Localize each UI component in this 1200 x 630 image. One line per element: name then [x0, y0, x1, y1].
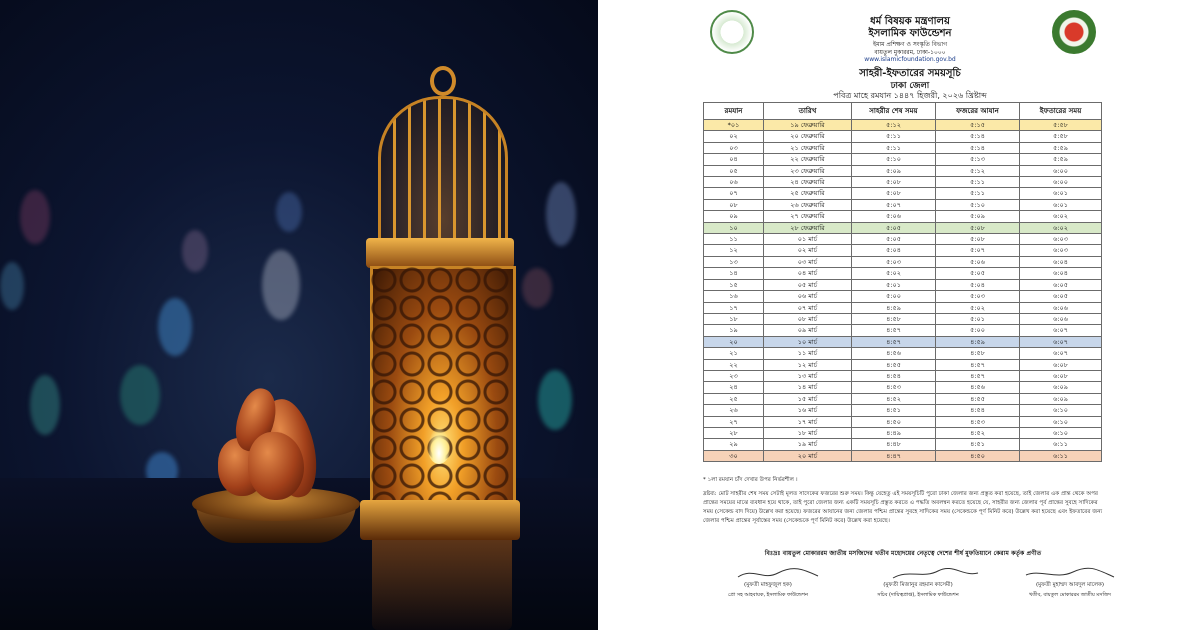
cell-iftar: ৬:০১ — [1020, 188, 1102, 199]
cell-ramadan: ০৭ — [704, 188, 764, 199]
table-row — [704, 222, 1102, 233]
cell-date: ২১ ফেব্রুয়ারি — [764, 142, 852, 153]
cell-date: ২৩ ফেব্রুয়ারি — [764, 165, 852, 176]
table-row — [704, 142, 1102, 153]
table-row — [704, 268, 1102, 279]
signatory-name: (মুফতী মাহফুজুল হক) — [744, 582, 792, 588]
bokeh-light — [522, 268, 552, 308]
cell-sahri: ৫:০২ — [852, 268, 936, 279]
signatory-name: (মুফতী মিজানুর রহমান কাসেমী) — [883, 582, 953, 588]
cell-ramadan: ২৭ — [704, 416, 764, 427]
table-row — [704, 416, 1102, 427]
table-row — [704, 370, 1102, 381]
cell-date: ১২ মার্চ — [764, 359, 852, 370]
signatory-name: (মুফতী মুহাম্মদ আবদুল মালেক) — [1035, 582, 1105, 588]
cell-sahri: ৫:০৫ — [852, 222, 936, 233]
cell-date: ১৮ মার্চ — [764, 427, 852, 438]
candle-flame — [428, 428, 450, 464]
cell-date: ২৭ ফেব্রুয়ারি — [764, 211, 852, 222]
cell-ramadan: ০৩ — [704, 142, 764, 153]
lantern-ring — [430, 66, 456, 96]
cell-ramadan: ১৭ — [704, 302, 764, 313]
cell-sahri: ৫:০৬ — [852, 211, 936, 222]
cell-sahri: ৫:০৫ — [852, 234, 936, 245]
cell-iftar: ৬:১১ — [1020, 450, 1102, 461]
cell-date: ০৯ মার্চ — [764, 325, 852, 336]
cell-sahri: ৪:৫০ — [852, 416, 936, 427]
cell-iftar: ৬:১০ — [1020, 427, 1102, 438]
cell-date: ২৮ ফেব্রুয়ারি — [764, 222, 852, 233]
table-row — [704, 154, 1102, 165]
cell-date: ১৯ মার্চ — [764, 439, 852, 450]
cell-fajr: ৫:০৭ — [936, 245, 1020, 256]
cell-iftar: ৬:০২ — [1020, 211, 1102, 222]
cell-sahri: ৫:০১ — [852, 279, 936, 290]
schedule-document — [600, 0, 1200, 630]
cell-sahri: ৫:০৭ — [852, 199, 936, 210]
lantern-band — [366, 238, 514, 268]
cell-iftar: ৫:৫৮ — [1020, 120, 1102, 131]
signatory-title: প্রো সহ আহবায়ক, ইসলামিক ফাউন্ডেশন — [728, 592, 808, 598]
cell-fajr: ৫:১০ — [936, 199, 1020, 210]
table-row — [704, 279, 1102, 290]
moon-sighting-note: * ১লা রমযান চাঁদ দেখার উপর নির্ভরশীল । — [703, 477, 798, 483]
cell-fajr: ৫:১২ — [936, 165, 1020, 176]
cell-fajr: ৪:৫৬ — [936, 382, 1020, 393]
cell-sahri: ৪:৫২ — [852, 393, 936, 404]
cell-sahri: ৪:৫৩ — [852, 382, 936, 393]
organization-name: ইসলামিক ফাউন্ডেশন — [868, 28, 952, 39]
table-row — [704, 188, 1102, 199]
signatory-title: সচিব (দায়িত্বপ্রাপ্ত), ইসলামিক ফাউন্ডেশন — [877, 592, 959, 598]
lantern-reflection — [372, 535, 512, 630]
lantern-cage — [378, 96, 508, 252]
cell-iftar: ৬:০২ — [1020, 222, 1102, 233]
cell-sahri: ৪:৫৫ — [852, 359, 936, 370]
cell-iftar: ৬:০৫ — [1020, 279, 1102, 290]
cell-ramadan: ২৮ — [704, 427, 764, 438]
table-row — [704, 234, 1102, 245]
cell-sahri: ৪:৪৭ — [852, 450, 936, 461]
column-header: ফজরের আযান — [936, 103, 1020, 120]
ministry-name: ধর্ম বিষয়ক মন্ত্রণালয় — [870, 16, 950, 27]
cell-ramadan: ১০ — [704, 222, 764, 233]
date-fruit — [248, 432, 304, 500]
district-name: ঢাকা জেলা — [890, 81, 930, 91]
division-name: ইমাম প্রশিক্ষণ ও সংস্কৃতি বিভাগ — [872, 41, 948, 48]
table-row — [704, 256, 1102, 267]
cell-date: ০৭ মার্চ — [764, 302, 852, 313]
cell-sahri: ৫:১২ — [852, 120, 936, 131]
cell-iftar: ৫:৫৮ — [1020, 131, 1102, 142]
cell-iftar: ৬:০৮ — [1020, 359, 1102, 370]
cell-date: ০১ মার্চ — [764, 234, 852, 245]
cell-fajr: ৪:৫৮ — [936, 348, 1020, 359]
cell-iftar: ৬:০১ — [1020, 199, 1102, 210]
cell-fajr: ৪:৫৪ — [936, 405, 1020, 416]
cell-fajr: ৫:১১ — [936, 188, 1020, 199]
cell-ramadan: ১৫ — [704, 279, 764, 290]
table-row — [704, 313, 1102, 324]
cell-ramadan: ০৯ — [704, 211, 764, 222]
lantern-base — [360, 500, 520, 540]
cell-fajr: ৫:০৮ — [936, 234, 1020, 245]
cell-sahri: ৫:১১ — [852, 142, 936, 153]
explanatory-note: দ্রষ্টব্য: মোট সাহরীর শেষ সময় সেটাই মূলত সাদেকের ফজরের শুরু সময়। কিন্তু যেহেতু এই সময়সূচিটি পুরো ঢাকা জেলার জন্য প্রস্তুত করা হয়েছে, তাই জেলার এক প্রান্ত থেকে অপর প্রান্তের সময়ের মাঝে ব্যবধান হয়ে থাকে, তাই পুরো জেলার জন্য একটি সময়সূচি প্রস্তুত করতে এ পদ্ধতি অবলম্বন করতে হয়েছে যে, সাহরীর জন্য জেলার পূর্ব প্রান্তের সুবহে সাদিকের সময় (সেকেন্ড বাদ দিয়ে) উল্লেখ করা হয়েছে। ফজরের আযানের জন্য জেলার পশ্চিম প্রান্তের সুবহে সাদিকের সময় (সেকেন্ডকে পূর্ণ মিনিট করে) উল্লেখ করা হয়েছে এবং ইফতারের জন্য জেলার পশ্চিম প্রান্তের সূর্যাস্তের সময় (সেকেন্ডকে পূর্ণ মিনিট করে) উল্লেখ করা হয়েছে। — [703, 491, 1103, 524]
prepared-by-note: বিঃদ্রঃ বায়তুল মোকাররম জাতীয় মসজিদের খতীব মহোদয়ের নেতৃত্বে দেশের শীর্ষ মুফতিয়ানে কেরাম কর্তৃক প্রণীত — [764, 550, 1042, 557]
sahri-iftar-table — [703, 102, 1102, 462]
cell-date: ২৬ ফেব্রুয়ারি — [764, 199, 852, 210]
cell-iftar: ৬:০৪ — [1020, 268, 1102, 279]
table-row — [704, 439, 1102, 450]
table-row — [704, 405, 1102, 416]
cell-date: ০৪ মার্চ — [764, 268, 852, 279]
cell-iftar: ৫:৫৯ — [1020, 154, 1102, 165]
cell-iftar: ৬:০৬ — [1020, 302, 1102, 313]
table-row — [704, 427, 1102, 438]
cell-fajr: ৫:১১ — [936, 177, 1020, 188]
cell-fajr: ৪:৫১ — [936, 439, 1020, 450]
table-row — [704, 120, 1102, 131]
cell-ramadan: ২১ — [704, 348, 764, 359]
website: www.islamicfoundation.gov.bd — [864, 56, 956, 63]
address: বায়তুল মুকাররম, ঢাকা-১০০০ — [874, 49, 946, 56]
cell-iftar: ৬:০৩ — [1020, 234, 1102, 245]
cell-ramadan: ১৬ — [704, 291, 764, 302]
cell-sahri: ৪:৫৭ — [852, 325, 936, 336]
table-row — [704, 393, 1102, 404]
cell-fajr: ৪:৫৫ — [936, 393, 1020, 404]
signature-3 — [1018, 566, 1138, 580]
cell-fajr: ৫:০০ — [936, 325, 1020, 336]
cell-fajr: ৫:১৫ — [936, 120, 1020, 131]
column-header: তারিখ — [764, 103, 852, 120]
bokeh-light — [276, 192, 302, 232]
table-row — [704, 177, 1102, 188]
cell-date: ০৩ মার্চ — [764, 256, 852, 267]
column-header: রমযান — [704, 103, 764, 120]
cell-iftar: ৬:০৬ — [1020, 313, 1102, 324]
cell-sahri: ৫:১১ — [852, 131, 936, 142]
table-header-row — [704, 103, 1102, 120]
cell-ramadan: ২৪ — [704, 382, 764, 393]
cell-ramadan: ১৯ — [704, 325, 764, 336]
cell-iftar: ৬:০০ — [1020, 165, 1102, 176]
cell-ramadan: ১৮ — [704, 313, 764, 324]
ramadan-lantern-photo — [0, 0, 598, 630]
table-row — [704, 336, 1102, 347]
cell-date: ১৫ মার্চ — [764, 393, 852, 404]
cell-iftar: ৬:০৭ — [1020, 325, 1102, 336]
cell-sahri: ৫:০৯ — [852, 165, 936, 176]
table-row — [704, 382, 1102, 393]
cell-sahri: ৫:০৮ — [852, 188, 936, 199]
schedule-title: সাহরী-ইফতারের সময়সূচি — [859, 68, 961, 79]
table-row — [704, 325, 1102, 336]
cell-ramadan: ২৯ — [704, 439, 764, 450]
cell-date: ২০ মার্চ — [764, 450, 852, 461]
cell-iftar: ৬:১০ — [1020, 416, 1102, 427]
cell-sahri: ৪:৫৪ — [852, 370, 936, 381]
cell-sahri: ৪:৫৬ — [852, 348, 936, 359]
cell-sahri: ৫:০০ — [852, 291, 936, 302]
cell-iftar: ৫:৫৯ — [1020, 142, 1102, 153]
cell-date: ১৬ মার্চ — [764, 405, 852, 416]
cell-date: ২৫ ফেব্রুয়ারি — [764, 188, 852, 199]
cell-ramadan: ২৩ — [704, 370, 764, 381]
cell-ramadan: ০৪ — [704, 154, 764, 165]
table-row — [704, 302, 1102, 313]
cell-date: ১১ মার্চ — [764, 348, 852, 359]
bokeh-light — [538, 370, 572, 430]
cell-fajr: ৫:১৪ — [936, 142, 1020, 153]
cell-sahri: ৫:১০ — [852, 154, 936, 165]
cell-iftar: ৬:০৯ — [1020, 382, 1102, 393]
bokeh-light — [30, 375, 60, 435]
cell-fajr: ৫:০৬ — [936, 256, 1020, 267]
cell-ramadan: ২০ — [704, 336, 764, 347]
bokeh-light — [182, 230, 208, 272]
cell-ramadan: ০৫ — [704, 165, 764, 176]
cell-ramadan: ২২ — [704, 359, 764, 370]
cell-fajr: ৫:১৩ — [936, 154, 1020, 165]
table-row — [704, 450, 1102, 461]
table-row — [704, 348, 1102, 359]
table-row — [704, 359, 1102, 370]
bokeh-light — [262, 250, 300, 320]
table-row — [704, 165, 1102, 176]
cell-date: ১৪ মার্চ — [764, 382, 852, 393]
cell-ramadan: ০৮ — [704, 199, 764, 210]
column-header: ইফতারের সময় — [1020, 103, 1102, 120]
bokeh-light — [158, 298, 192, 356]
cell-sahri: ৫:০৮ — [852, 177, 936, 188]
cell-date: ২৪ ফেব্রুয়ারি — [764, 177, 852, 188]
cell-iftar: ৬:১০ — [1020, 405, 1102, 416]
cell-ramadan: ২৫ — [704, 393, 764, 404]
cell-sahri: ৪:৪৮ — [852, 439, 936, 450]
cell-ramadan: ১৩ — [704, 256, 764, 267]
cell-ramadan: ০২ — [704, 131, 764, 142]
signature-2 — [878, 566, 998, 580]
cell-date: ২০ ফেব্রুয়ারি — [764, 131, 852, 142]
cell-fajr: ৪:৫৭ — [936, 370, 1020, 381]
cell-iftar: ৬:০৭ — [1020, 348, 1102, 359]
bokeh-light — [120, 365, 160, 425]
cell-sahri: ৪:৪৯ — [852, 427, 936, 438]
cell-sahri: ৫:০৩ — [852, 256, 936, 267]
column-header: সাহরীর শেষ সময় — [852, 103, 936, 120]
signatory-title: খতীব, বায়তুল মোকাররম জাতীয় মসজিদ — [1029, 592, 1111, 598]
cell-fajr: ৫:০৪ — [936, 279, 1020, 290]
cell-fajr: ৫:০৫ — [936, 268, 1020, 279]
cell-ramadan: ২৬ — [704, 405, 764, 416]
cell-sahri: ৪:৫৯ — [852, 302, 936, 313]
cell-fajr: ৫:০১ — [936, 313, 1020, 324]
cell-fajr: ৪:৫২ — [936, 427, 1020, 438]
lantern-lattice — [370, 266, 510, 502]
table-row — [704, 291, 1102, 302]
government-seal-logo — [1052, 10, 1096, 54]
cell-ramadan: ১১ — [704, 234, 764, 245]
cell-date: ১৯ ফেব্রুয়ারি — [764, 120, 852, 131]
table-row — [704, 131, 1102, 142]
cell-fajr: ৫:০৯ — [936, 211, 1020, 222]
cell-fajr: ৪:৫৯ — [936, 336, 1020, 347]
cell-fajr: ৫:০৮ — [936, 222, 1020, 233]
cell-ramadan: ১৪ — [704, 268, 764, 279]
cell-ramadan: ৩০ — [704, 450, 764, 461]
cell-iftar: ৬:০০ — [1020, 177, 1102, 188]
cell-iftar: ৬:০৫ — [1020, 291, 1102, 302]
cell-sahri: ৪:৫১ — [852, 405, 936, 416]
islamic-foundation-logo — [710, 10, 754, 54]
cell-ramadan: ০৬ — [704, 177, 764, 188]
cell-fajr: ৪:৫৭ — [936, 359, 1020, 370]
table-row — [704, 211, 1102, 222]
table-row — [704, 199, 1102, 210]
table-row — [704, 245, 1102, 256]
cell-sahri: ৪:৫৭ — [852, 336, 936, 347]
cell-iftar: ৬:০৮ — [1020, 370, 1102, 381]
bokeh-light — [0, 262, 24, 310]
cell-iftar: ৬:০৪ — [1020, 256, 1102, 267]
cell-iftar: ৬:০৯ — [1020, 393, 1102, 404]
cell-date: ১৭ মার্চ — [764, 416, 852, 427]
cell-date: ১০ মার্চ — [764, 336, 852, 347]
cell-sahri: ৪:৫৮ — [852, 313, 936, 324]
table-body — [704, 120, 1102, 462]
bokeh-light — [20, 190, 50, 244]
cell-date: ০৫ মার্চ — [764, 279, 852, 290]
cell-ramadan: ১২ — [704, 245, 764, 256]
cell-ramadan: *০১ — [704, 120, 764, 131]
cell-date: ২২ ফেব্রুয়ারি — [764, 154, 852, 165]
cell-sahri: ৫:০৪ — [852, 245, 936, 256]
cell-iftar: ৬:০৩ — [1020, 245, 1102, 256]
cell-fajr: ৪:৫০ — [936, 450, 1020, 461]
cell-date: ০২ মার্চ — [764, 245, 852, 256]
signature-1 — [728, 566, 848, 580]
cell-fajr: ৫:০২ — [936, 302, 1020, 313]
bokeh-light — [546, 182, 576, 246]
cell-fajr: ৫:০৩ — [936, 291, 1020, 302]
cell-iftar: ৬:০৭ — [1020, 336, 1102, 347]
cell-date: ১৩ মার্চ — [764, 370, 852, 381]
period-subtitle: পবিত্র মাহে রমযান ১৪৪৭ হিজরী, ২০২৬ খ্রিষ্টাব্দ — [833, 91, 987, 100]
cell-date: ০৮ মার্চ — [764, 313, 852, 324]
cell-date: ০৬ মার্চ — [764, 291, 852, 302]
cell-fajr: ৫:১৪ — [936, 131, 1020, 142]
cell-iftar: ৬:১১ — [1020, 439, 1102, 450]
cell-fajr: ৪:৫৩ — [936, 416, 1020, 427]
